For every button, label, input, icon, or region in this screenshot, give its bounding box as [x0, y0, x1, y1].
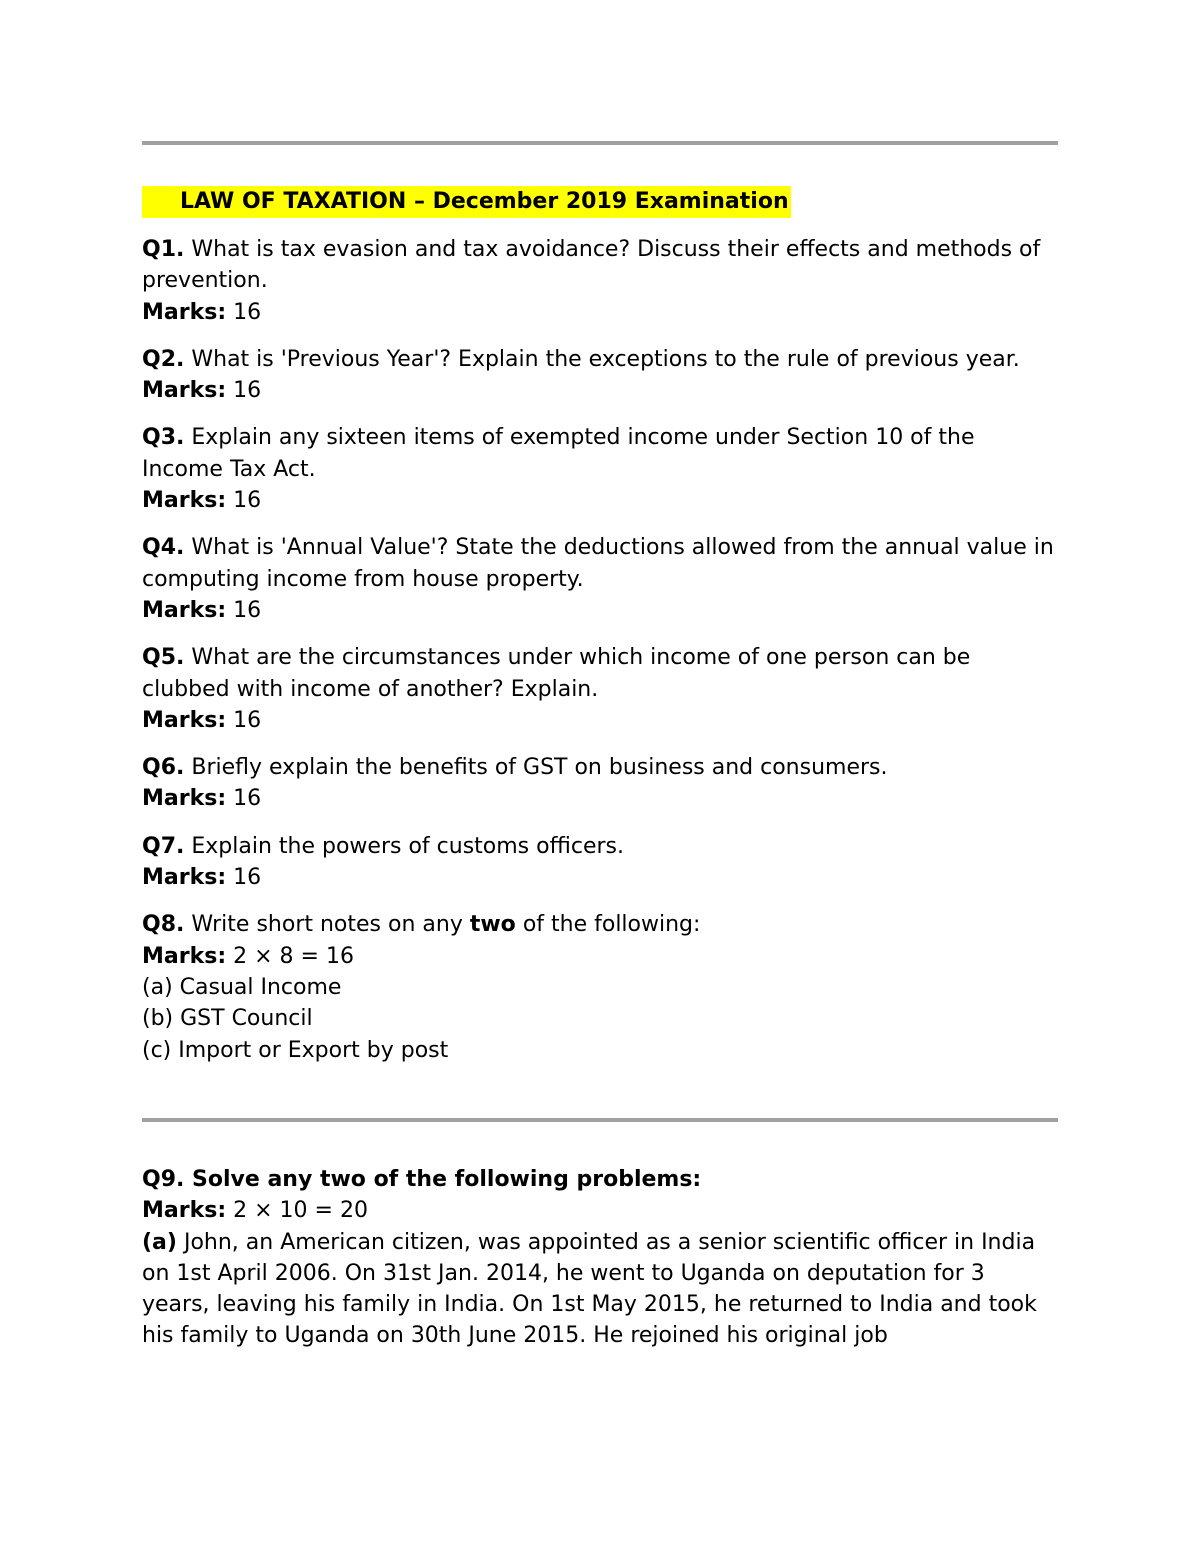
marks-label: Marks:: [142, 865, 227, 891]
marks-value: 16: [233, 378, 262, 404]
question-item: [142, 422, 1058, 516]
title-highlight: [142, 186, 791, 218]
marks-value: 16: [233, 865, 262, 891]
marks-label: Marks:: [142, 707, 227, 733]
question-number: Q2.: [142, 346, 185, 372]
question-number: Q6.: [142, 755, 185, 781]
marks-value: 16: [233, 786, 262, 812]
marks-label: Marks:: [142, 299, 227, 325]
marks-label: Marks:: [142, 597, 227, 623]
question-text-end: of the following:: [522, 912, 701, 938]
section-divider: [142, 1118, 1058, 1122]
marks-value: 16: [233, 707, 262, 733]
question-item: [142, 752, 1058, 815]
question-item: [142, 532, 1058, 626]
question-text: What is 'Annual Value'? State the deductions allowed from the annual value in computing income from house property.: [142, 535, 1054, 592]
option-item: (b) GST Council: [142, 1006, 313, 1032]
title-text: LAW OF TAXATION – December 2019 Examination: [180, 189, 789, 214]
marks-label: Marks:: [142, 378, 227, 404]
question-number: Q7.: [142, 833, 185, 859]
marks-label: Marks:: [142, 488, 227, 514]
marks-label: Marks:: [142, 786, 227, 812]
question-number: Q3.: [142, 425, 185, 451]
marks-label: Marks:: [142, 1198, 227, 1224]
marks-value: 16: [233, 488, 262, 514]
question-text: Briefly explain the benefits of GST on business and consumers.: [191, 755, 888, 781]
question-item: [142, 234, 1058, 328]
question-item: [142, 344, 1058, 407]
question-number: Q8.: [142, 912, 185, 938]
marks-label: Marks:: [142, 943, 227, 969]
marks-value: 16: [233, 299, 262, 325]
part-label: (a): [142, 1229, 177, 1255]
question-text: Explain any sixteen items of exempted income under Section 10 of the Income Tax Act.: [142, 425, 975, 482]
marks-value: 2 × 8 = 16: [233, 943, 354, 969]
questions-section: [142, 234, 1058, 1082]
question-text: What is tax evasion and tax avoidance? Discuss their effects and methods of prevention.: [142, 237, 1041, 294]
option-item: (c) Import or Export by post: [142, 1037, 449, 1063]
question-item: [142, 642, 1058, 736]
exam-title: [142, 186, 791, 218]
question-emphasis: two: [469, 912, 516, 938]
part-text: John, an American citizen, was appointed as a senior scientific officer in India on 1st April 2006. On 31st Jan. 2014, he went to Uganda on deputation for 3 years, leaving his family in India. On 1st May 2015, he returned to India and took his family to Uganda on 30th June 2015. He rejoined his original job: [142, 1229, 1037, 1349]
marks-value: 16: [233, 597, 262, 623]
question-text: What is 'Previous Year'? Explain the exceptions to the rule of previous year.: [191, 346, 1020, 372]
question-number: Q4.: [142, 535, 185, 561]
question-text: Write short notes on any: [191, 912, 463, 938]
question-number: Q1.: [142, 237, 185, 262]
option-item: (a) Casual Income: [142, 974, 342, 1000]
problem-section: [142, 1164, 1058, 1352]
problem-heading: Q9. Solve any two of the following problems:: [142, 1167, 702, 1192]
question-number: Q5.: [142, 645, 185, 671]
question-item-q8: [142, 909, 1058, 1065]
marks-value: 2 × 10 = 20: [233, 1198, 368, 1224]
top-divider: [142, 141, 1058, 145]
question-text: Explain the powers of customs officers.: [191, 833, 624, 859]
question-item: [142, 831, 1058, 894]
problem-part-a: [142, 1227, 1058, 1352]
question-text: What are the circumstances under which income of one person can be clubbed with income of another? Explain.: [142, 645, 971, 702]
